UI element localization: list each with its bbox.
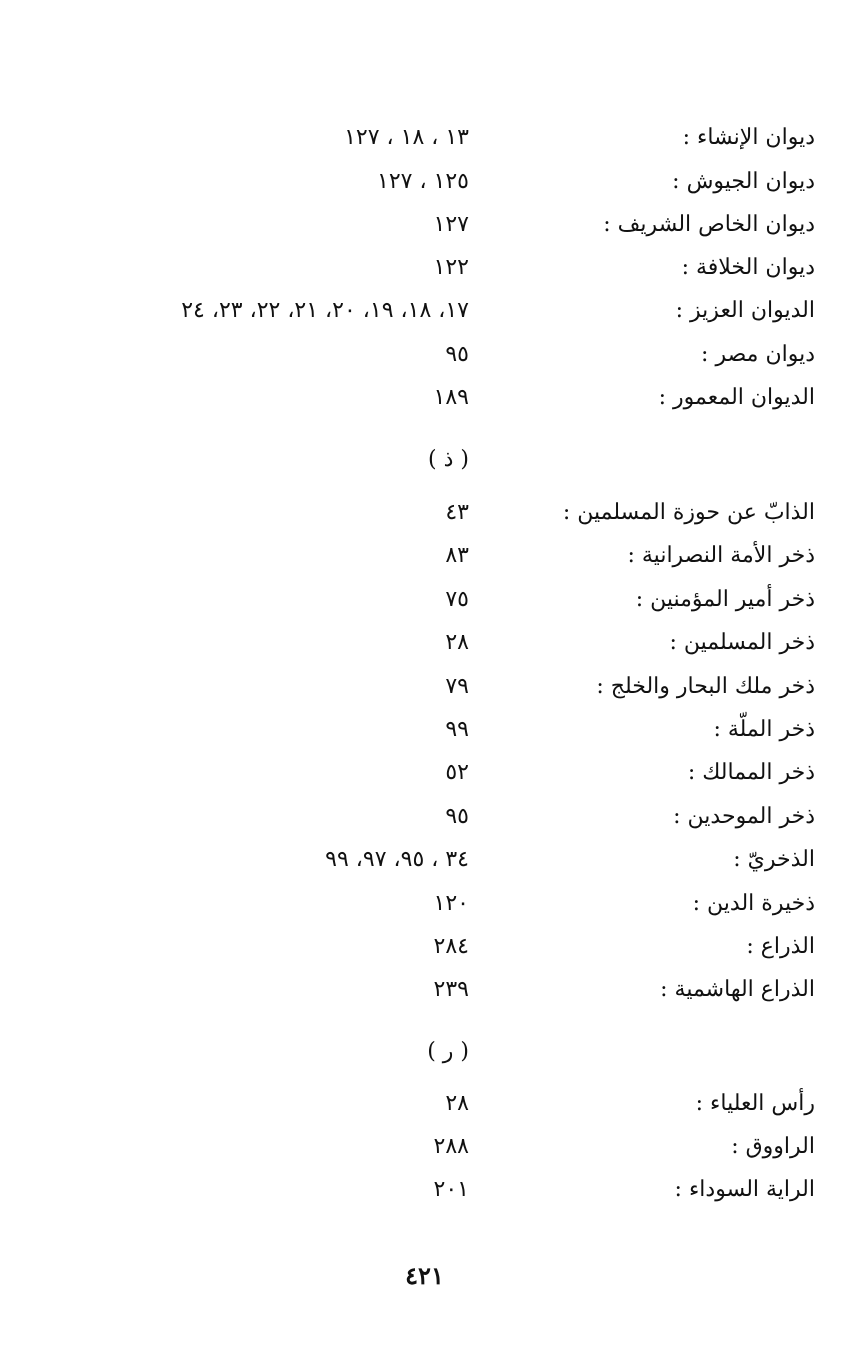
index-term: ذخر الممالك :	[687, 760, 815, 785]
index-pages: ٤٣	[445, 500, 469, 525]
index-pages: ٢٨٨	[433, 1134, 469, 1159]
index-pages: ٩٥	[445, 342, 469, 367]
index-pages: ٧٩	[445, 674, 469, 699]
index-entry	[0, 884, 849, 924]
index-pages: ٢٨٤	[433, 934, 469, 959]
index-pages: ١٢٠	[433, 891, 469, 916]
index-entry	[0, 667, 849, 707]
index-term: الديوان العزيز :	[675, 298, 815, 323]
index-entry	[0, 1084, 849, 1124]
index-term: ديوان الجيوش :	[672, 169, 815, 194]
index-pages: ١٢٢	[433, 255, 469, 280]
index-term: ذخيرة الدين :	[692, 891, 815, 916]
index-entry	[0, 753, 849, 793]
index-term: ديوان الإنشاء :	[682, 125, 815, 150]
index-pages: ٢٨	[445, 630, 469, 655]
index-entry	[0, 248, 849, 288]
index-pages: ٣٤ ، ٩٥، ٩٧، ٩٩	[325, 847, 469, 872]
letter-heading-row	[0, 1032, 849, 1072]
index-term: ذخر الموحدين :	[673, 804, 815, 829]
index-term: الذخريّ :	[733, 847, 815, 872]
index-pages: ١٧، ١٨، ١٩، ٢٠، ٢١، ٢٢، ٢٣، ٢٤	[181, 298, 469, 323]
index-pages: ١٣ ، ١٨ ، ١٢٧	[344, 125, 469, 150]
index-pages: ١٨٩	[433, 385, 469, 410]
index-term: ديوان الخلافة :	[681, 255, 815, 280]
index-entry	[0, 291, 849, 331]
index-entry	[0, 205, 849, 245]
index-pages: ٩٩	[445, 717, 469, 742]
index-pages: ٢٣٩	[433, 977, 469, 1002]
index-entry	[0, 927, 849, 967]
index-term: الراووق :	[731, 1134, 815, 1159]
index-term: الديوان المعمور :	[658, 385, 815, 410]
index-entry	[0, 623, 849, 663]
letter-heading: ( ذ )	[428, 447, 469, 472]
index-pages: ٨٣	[445, 543, 469, 568]
letter-heading-row	[0, 440, 849, 480]
index-term: الذراع الهاشمية :	[660, 977, 815, 1002]
index-term: ديوان مصر :	[701, 342, 815, 367]
index-entry	[0, 840, 849, 880]
index-entry	[0, 378, 849, 418]
index-entry	[0, 493, 849, 533]
index-entry	[0, 536, 849, 576]
index-term: ذخر المسلمين :	[669, 630, 815, 655]
index-term: ديوان الخاص الشريف :	[603, 212, 815, 237]
index-pages: ٢٠١	[433, 1177, 469, 1202]
index-entry	[0, 1127, 849, 1167]
index-term: ذخر ملك البحار والخلج :	[596, 674, 815, 699]
index-entry	[0, 970, 849, 1010]
index-term: الراية السوداء :	[674, 1177, 815, 1202]
index-term: ذخر أمير المؤمنين :	[635, 587, 815, 612]
index-entry	[0, 710, 849, 750]
index-term: ذخر الملّة :	[713, 717, 815, 742]
page-number: ٤٢١	[405, 1261, 444, 1290]
index-entry	[0, 335, 849, 375]
index-pages: ٥٢	[445, 760, 469, 785]
index-term: رأس العلياء :	[695, 1091, 815, 1116]
index-entry	[0, 580, 849, 620]
index-entry	[0, 162, 849, 202]
index-term: الذابّ عن حوزة المسلمين :	[562, 500, 815, 525]
index-entry	[0, 1170, 849, 1210]
index-term: الذراع :	[746, 934, 815, 959]
index-pages: ٢٨	[445, 1091, 469, 1116]
letter-heading: ( ر )	[427, 1039, 469, 1064]
index-entry	[0, 797, 849, 837]
index-pages: ٧٥	[445, 587, 469, 612]
index-entry	[0, 118, 849, 158]
index-pages: ١٢٧	[433, 212, 469, 237]
index-term: ذخر الأمة النصرانية :	[627, 543, 815, 568]
index-pages: ٩٥	[445, 804, 469, 829]
index-pages: ١٢٥ ، ١٢٧	[377, 169, 469, 194]
